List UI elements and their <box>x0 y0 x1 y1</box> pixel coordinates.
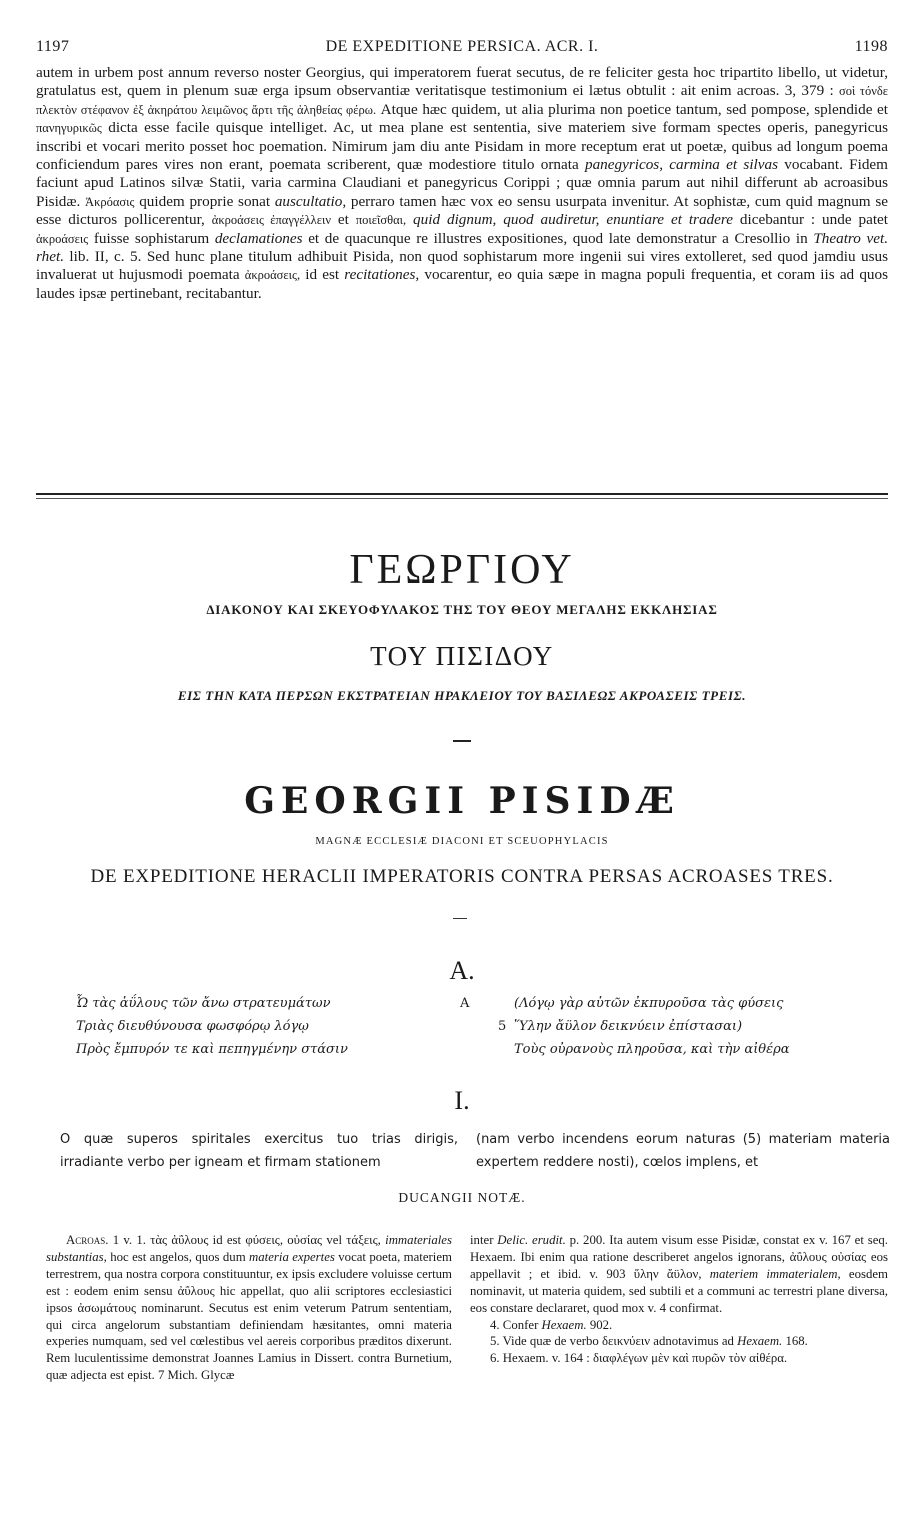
note-text: nominarunt. Secutus est enim veterum Patrum sententiam, qui circa angelorum substantiam definiendam hæsitantes, omni materia experies numquam, sed vel cœlestibus vel aereis corporibus præditos dixerunt. Rem luculentissime demonstrat Joannes Lamius in Dissert. contra Burnetium, quæ adjecta est epist. 7 Mich. Glycæ <box>46 1300 453 1383</box>
greek-word: ἀΰλους <box>177 1283 215 1298</box>
greek-word: τάξεις, <box>346 1233 381 1247</box>
intro-text: et de quacunque re illustres expositiones, quod late demonstratur a Cresollio in <box>302 229 814 247</box>
greek-work-title: ΕΙΣ ΤΗΝ ΚΑΤΑ ΠΕΡΣΩΝ ΕΚΣΤΡΑΤΕΙΑΝ ΗΡΑΚΛΕΙΟΥ ΤΟΥ ΒΑΣΙΛΕΩΣ ΑΚΡΟΑΣΕΙΣ ΤΡΕΙΣ. <box>177 688 747 703</box>
italic-phrase: declamationes <box>214 229 303 247</box>
greek-verse-right <box>498 992 898 1061</box>
section-heading-latin: I. <box>454 1086 470 1115</box>
latin-translation-left: O quæ superos spiritales exercitus tuo trias dirigis, irradiante verbo per igneam et firmam stationem <box>60 1132 458 1170</box>
italic-phrase: auscultatio, <box>274 192 347 210</box>
note-4 <box>470 1317 888 1334</box>
greek-word: ποιεῖσθαι, <box>355 213 407 228</box>
notes-heading: DUCANGII NOTÆ. <box>398 1190 526 1205</box>
note-text: 902. <box>586 1317 613 1332</box>
intro-text: quidem proprie sonat <box>134 192 275 210</box>
intro-text: lib. II, c. 5. Sed hunc plane titulum adhibuit Pisida, non quod sophistarum more ingenii sui vires extolleret, sed quod jamdiu usus invaluerat ut hujusmodi poemata <box>36 248 888 284</box>
italic-phrase: recitationes, <box>344 266 420 284</box>
page-number-right: 1198 <box>854 38 888 55</box>
greek-quote: σοὶ τόνδε πλεκτὸν στέφανον ἐξ ἀκηράτου λειμῶνος ἄρτι τῆς ἀληθείας φέρω. <box>36 84 889 117</box>
note-text: 1 v. 1. <box>108 1233 151 1247</box>
intro-text: dicebantur : unde patet <box>732 211 889 229</box>
verse-line <box>498 1038 898 1061</box>
page-number-left: 1197 <box>36 38 70 55</box>
note-text: 168. <box>782 1334 808 1349</box>
latin-translation-right: (nam verbo incendens eorum naturas (5) materiam materia expertem reddere nosti), cœlos implens, et <box>476 1132 890 1170</box>
italic-phrase: Theatro vet. rhet. <box>36 229 888 266</box>
verse-marker <box>460 992 500 1015</box>
italic-phrase: materia expertes <box>249 1249 335 1264</box>
divider-rule-thin <box>36 498 888 499</box>
verse-marker-label: A <box>460 996 470 1011</box>
note-text: inter <box>470 1233 498 1247</box>
section-heading-greek: A. <box>449 956 475 985</box>
verse-line: Τριὰς διευθύνουσα φωσφόρῳ λόγῳ <box>76 1019 309 1034</box>
verse-line <box>498 1015 898 1038</box>
greek-subtitle-office: ΔΙΑΚΟΝΟΥ ΚΑΙ ΣΚΕΥΟΦΥΛΑΚΟΣ ΤΗΣ ΤΟΥ ΘΕΟΥ ΜΕΓΑΛΗΣ ΕΚΚΛΗΣΙΑΣ <box>206 602 718 617</box>
italic-phrase: Hexaem. <box>541 1317 587 1332</box>
intro-text: dicta esse facile quisque intelliget. Ac, ut mea plane est sententia, sive materiem sive formam spectes operis, panegyricus inscribi et vocari merito posset hoc poemation. Nimirum jam diu ante Pisidam in more receptum erat ut poetæ, quibus ad longum poema conficiendum pares vires non erant, poemata scriberent, quæ modestiore titulo ornata <box>36 119 888 174</box>
notes-column-right <box>470 1232 888 1367</box>
greek-verse-left <box>76 992 436 1061</box>
note-text: vocat poeta, materiem terrestrem, qua nostra corpora constituuntur, ex ipsis excludere voluisse certum est : eodem enim sensu <box>46 1249 452 1298</box>
note-text: hoc est angelos, quos dum <box>106 1249 250 1264</box>
intro-text: fuisse sophistarum <box>88 229 215 247</box>
intro-text: vocarentur, eo quia sæpe in magna populi frequentia, et coram iis ad quos laudes ipsæ pertinebant, recitabantur. <box>36 266 889 302</box>
intro-text: vocabant. Fidem faciunt apud Latinos silvæ Statii, varia carmina Claudiani et panegyricus Corippi ; quæ omnia parum aut nihil differunt ab acroasibus Pisidæ. <box>36 156 888 210</box>
intro-text: autem in urbem post annum reverso noster Georgius, qui imperatorem fuerat secutus, de re feliciter gesta hoc tripartito libello, ut videtur, gratulatus est, quem in plenum suæ erga ipsum observantiæ veritatisque testimonium ei lætus obtulit : ait enim acroas. 3, 379 : <box>36 64 888 100</box>
italic-phrase: panegyricos, carmina et silvas <box>584 156 778 174</box>
note-text: adnotavimus ad <box>650 1334 738 1349</box>
note-6 <box>470 1350 888 1367</box>
greek-word: τὰς ἀΰλους <box>150 1233 209 1247</box>
italic-phrase: materiem immaterialem, <box>701 1266 841 1281</box>
note-text: hic appellat, quo alii scriptores ecclesiastici ipsos <box>46 1283 452 1315</box>
greek-title-pisidou: ΤΟΥ ΠΙΣΙΔΟΥ <box>370 641 554 671</box>
line-number: 5 <box>498 1019 507 1034</box>
note-text: eos appellavit ; et ibid. v. 903 <box>470 1249 888 1281</box>
verse-text: Ὕλην ἄϋλον δεικνύειν ἐπίστασαι) <box>514 1019 743 1034</box>
greek-word: ἀκροάσεις ἐπαγγέλλειν <box>211 213 332 228</box>
italic-phrase: Delic. erudit. <box>497 1233 566 1247</box>
running-header <box>36 38 888 58</box>
greek-word: πανηγυρικῶς <box>36 121 102 136</box>
title-separator-dash <box>453 918 467 919</box>
intro-text: id est <box>300 266 345 284</box>
italic-phrase: Hexaem. <box>737 1334 783 1349</box>
latin-work-title: DE EXPEDITIONE HERACLII IMPERATORIS CONTRA PERSAS ACROASES TRES. <box>90 866 834 887</box>
verse-text: (Λόγῳ γὰρ αὐτῶν ἐκπυροῦσα τὰς φύσεις <box>514 996 784 1011</box>
note-text: p. 200. Ita autem visum esse Pisidæ, constat ex v. 167 et seq. Hexaem. Ibi enim qua ratione describeret angelos ignorans, <box>470 1233 888 1264</box>
note-text: 6. Hexaem. v. 164 : <box>490 1351 593 1366</box>
greek-title-author: ΓΕΩΡΓΙΟΥ <box>349 547 575 593</box>
italic-phrase: immateriales substantias, <box>46 1233 452 1264</box>
greek-word: δεικνύειν <box>602 1334 651 1349</box>
greek-word: Ἀκρόασις <box>85 194 135 209</box>
greek-word: διαφλέγων μὲν καὶ πυρῶν τὸν αἰθέρα. <box>592 1351 788 1366</box>
intro-text: perraro tamen hæc vox eo sensu usurpata invenitur. At sophistæ, cum quid magnum se esse dicturos pollicerentur, <box>36 192 888 229</box>
running-title: DE EXPEDITIONE PERSICA. ACR. I. <box>325 38 599 55</box>
note-paragraph <box>470 1232 888 1317</box>
greek-word: ἀσωμάτους <box>77 1300 137 1315</box>
greek-word: φύσεις, οὐσίας <box>245 1233 323 1247</box>
greek-word: ἀΰλους οὐσίας <box>789 1249 867 1264</box>
intro-text: Atque hæc quidem, ut alia plurima non poetice tantum, sed pompose, splendide et <box>376 100 888 118</box>
verse-line: Ὦ τὰς ἀΰλους τῶν ἄνω στρατευμάτων <box>76 996 331 1011</box>
latin-subtitle-office: MAGNÆ ECCLESIÆ DIACONI ET SCEUOPHYLACIS <box>315 836 609 847</box>
greek-word: ἀκροάσεις, <box>244 268 301 283</box>
divider-rule <box>36 493 888 495</box>
greek-word: ὕλην ἄϋλον, <box>633 1266 702 1281</box>
note-5 <box>470 1333 888 1350</box>
note-text: 5. Vide quæ de verbo <box>490 1334 603 1349</box>
intro-paragraph <box>36 64 888 303</box>
verse-line: Πρὸς ἔμπυρόν τε καὶ πεπηγμένην στάσιν <box>76 1042 348 1057</box>
intro-text: et <box>331 211 356 229</box>
note-text: id est <box>208 1233 246 1247</box>
note-text: 4. Confer <box>490 1317 542 1332</box>
verse-line <box>498 992 898 1015</box>
verse-text: Τοὺς οὐρανοὺς πληροῦσα, καὶ τὴν αἰθέρα <box>514 1042 790 1057</box>
note-text: vel <box>322 1233 347 1247</box>
note-paragraph <box>46 1232 452 1384</box>
title-separator-dash <box>453 740 471 742</box>
note-ref: Acroas. <box>66 1233 109 1247</box>
latin-title-author: GEORGII PISIDÆ <box>244 780 680 822</box>
greek-word: ἀκροάσεις <box>36 231 89 246</box>
italic-phrase: quid dignum, quod audiretur, enuntiare et tradere <box>406 211 733 229</box>
notes-column-left <box>46 1232 452 1384</box>
note-text: eosdem nominavit, ut materia quidem, sed subtili et a communi ac terrestri plane diversa, eos constare declararet, quod mox v. 4 confirmat. <box>470 1266 888 1315</box>
